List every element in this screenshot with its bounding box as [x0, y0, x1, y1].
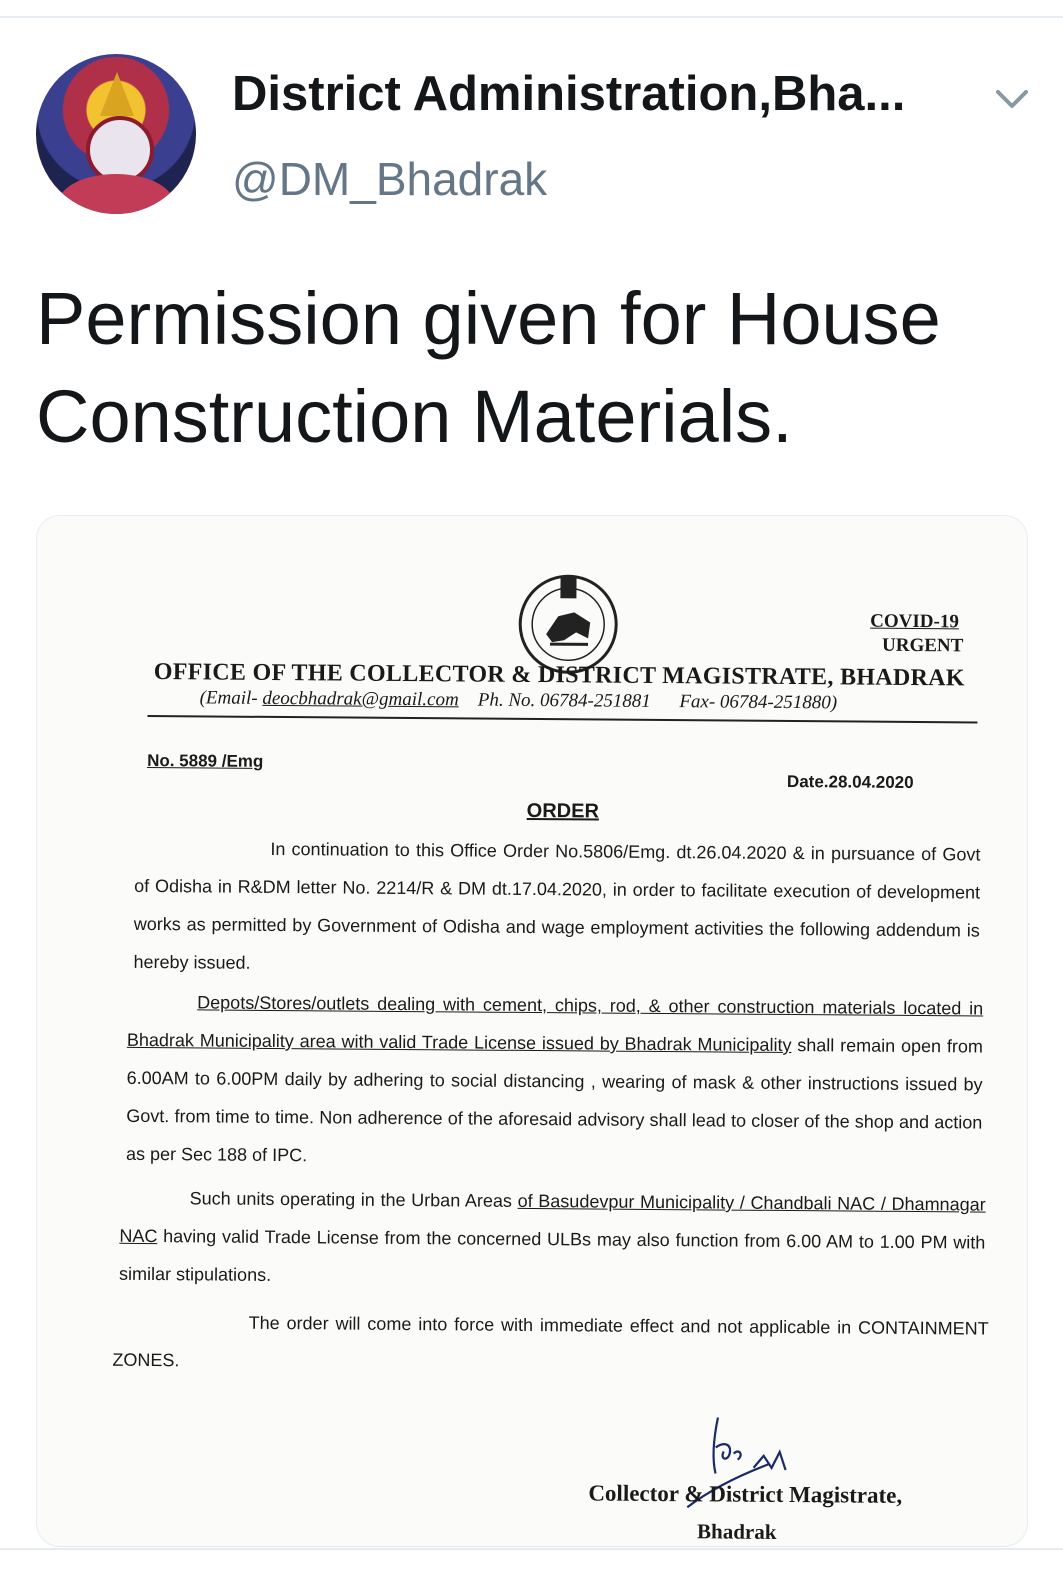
account-display-name[interactable]: District Administration,Bha...: [232, 67, 906, 121]
covid-label: COVID-19: [870, 610, 959, 633]
state-emblem-seal-icon: [516, 572, 621, 677]
order-paragraph-2: [126, 983, 983, 1180]
signatory-place: Bhadrak: [696, 1519, 777, 1544]
email-prefix: (Email-: [199, 687, 263, 709]
avatar-crown-shape: [100, 72, 134, 116]
paragraph-2-rest: shall remain open from 6.00AM to 6.00PM daily by adhering to social distancing , wearing of mask & other instructions issued by Govt. from time to time. Non adherence of the aforesaid advisory shall lead to closer of the shop and action as per Sec 188 of IPC.: [125, 1035, 983, 1166]
chevron-down-icon[interactable]: [994, 86, 1030, 112]
order-document: [36, 515, 1028, 1547]
contact-line: [200, 687, 838, 714]
order-title: ORDER: [526, 799, 600, 823]
tweet-text: Permission given for House Construction Materials.: [36, 277, 941, 458]
email-address: deocbhadrak@gmail.com: [262, 687, 459, 711]
office-heading: OFFICE OF THE COLLECTOR & DISTRICT MAGISTRATE, BHADRAK: [153, 659, 965, 692]
phone-number: Ph. No. 06784-251881: [477, 689, 651, 712]
bottom-divider: [0, 1548, 1063, 1550]
tweet-media-image[interactable]: [36, 515, 1028, 1547]
urgent-label: URGENT: [881, 634, 964, 657]
order-number: No. 5889 /Emg: [147, 750, 264, 771]
order-paragraph-1: In continuation to this Office Order No.5806/Emg. dt.26.04.2020 & in pursuance of Govt of Odisha in R&DM letter No. 2214/R & DM dt.17.04.2020, in order to facilitate execution of development works as permitted by Government of Odisha and wage employment activities the following addendum is hereby issued.: [133, 838, 981, 973]
paragraph-3-underlined: of Basudevpur Municipality / Chandbali NAC / Dhamnagar NAC: [119, 1190, 986, 1247]
order-paragraph-3: [119, 1179, 986, 1300]
avatar-robe-shape: [58, 174, 174, 214]
fax-number: Fax- 06784-251880): [679, 691, 838, 714]
top-divider: [0, 16, 1063, 18]
order-paragraph-4: The order will come into force with immediate effect and not applicable in CONTAINMENT ZONES.: [112, 1312, 989, 1371]
account-handle[interactable]: @DM_Bhadrak: [232, 153, 548, 205]
header-divider: [147, 715, 977, 724]
paragraph-3-rest: having valid Trade License from the concerned ULBs may also function from 6.00 AM to 1.00 PM with similar stipulations.: [119, 1226, 986, 1285]
order-date: Date.28.04.2020: [786, 771, 914, 792]
paragraph-3-start: Such units operating in the Urban Areas: [189, 1188, 518, 1211]
profile-avatar[interactable]: [36, 54, 196, 214]
signatory-title: Collector & District Magistrate,: [588, 1480, 903, 1508]
paragraph-2-underlined: Depots/Stores/outlets dealing with cement, chips, rod, & other construction materials located in Bhadrak Municipality area with valid Trade License issued by Bhadrak Municipality: [126, 992, 984, 1056]
